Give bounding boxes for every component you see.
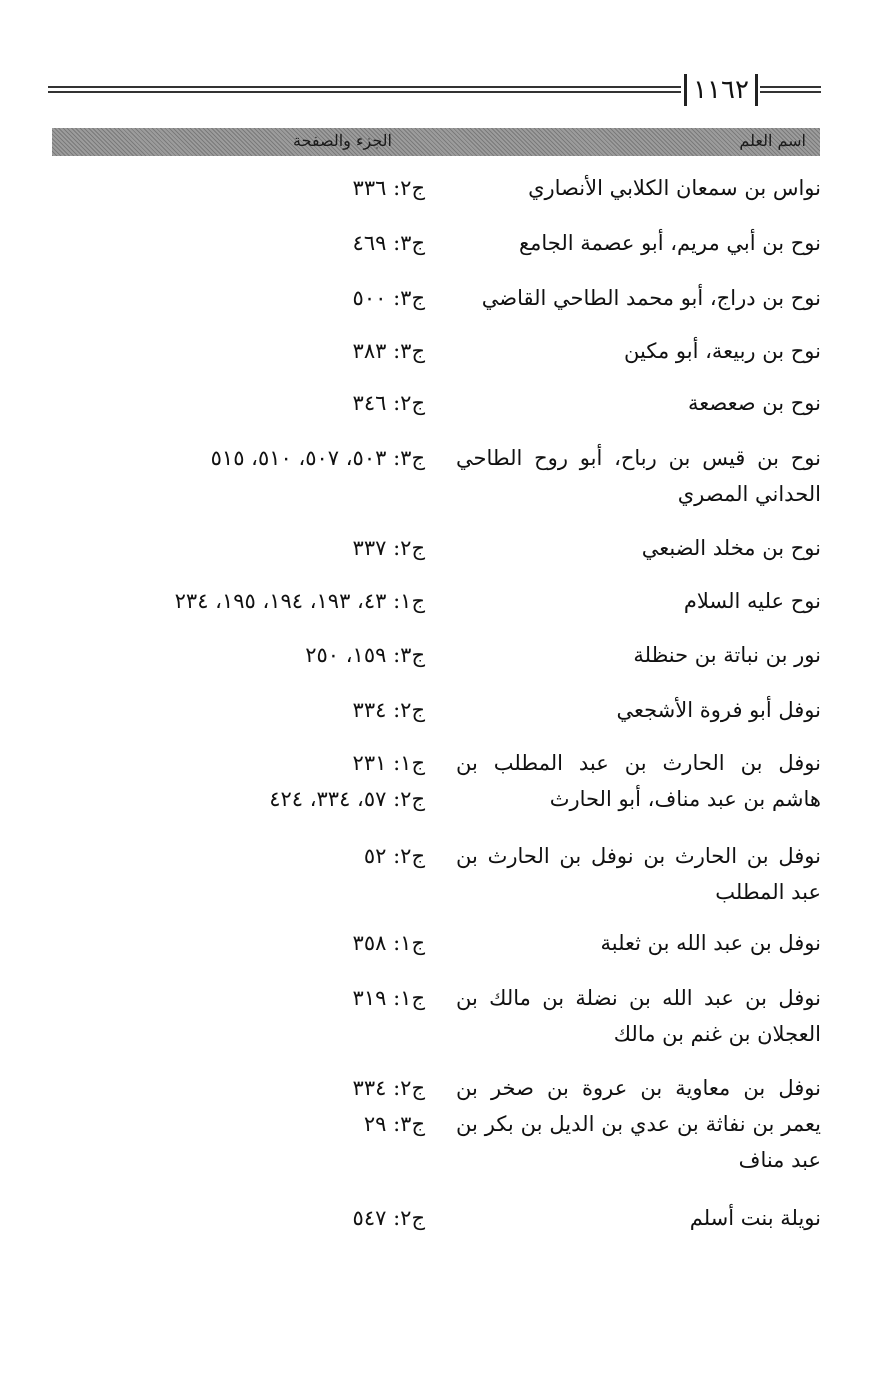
entry-refs xyxy=(353,692,425,728)
entry-ref: ج٢: ٥٢ xyxy=(363,844,425,868)
entry-refs xyxy=(353,170,425,206)
entry-ref: ج٢: ٣٣٤ xyxy=(352,1076,425,1100)
entry-refs xyxy=(269,745,425,817)
entry-name: نوح بن مخلد الضبعي xyxy=(641,536,821,560)
entry-ref: ج٣: ٥٠٣، ٥٠٧، ٥١٠، ٥١٥ xyxy=(210,446,425,470)
header-rule-left xyxy=(48,86,681,93)
entry-ref: ج٢: ٥٧، ٣٣٤، ٤٢٤ xyxy=(269,787,425,811)
entry-ref: ج٣: ٤٦٩ xyxy=(352,231,425,255)
entry-name: نوفل بن معاوية بن عروة بن صخر بن يعمر بن نفاثة بن عدي بن الديل بن بكر بن عبد مناف xyxy=(456,1076,821,1172)
entry-ref: ج٢: ٣٣٤ xyxy=(352,698,425,722)
page-number: ١١٦٢ xyxy=(693,75,749,105)
entry-refs xyxy=(353,530,425,566)
entry-name: نور بن نباتة بن حنظلة xyxy=(633,643,821,667)
entry-refs xyxy=(364,838,425,874)
entry-name: نوح بن ربيعة، أبو مكين xyxy=(624,339,821,363)
entry-name: نوفل أبو فروة الأشجعي xyxy=(616,698,821,722)
entry-refs xyxy=(353,1070,425,1142)
entry-refs xyxy=(353,333,425,369)
entry-refs xyxy=(211,440,425,476)
entry-ref: ج٣: ١٥٩، ٢٥٠ xyxy=(305,643,425,667)
entry-name: نوح بن دراج، أبو محمد الطاحي القاضي xyxy=(481,286,821,310)
entry-ref: ج٣: ٣٨٣ xyxy=(352,339,425,363)
entry-refs xyxy=(353,1200,425,1236)
entry-refs xyxy=(353,385,425,421)
entry-name: نوفل بن عبد الله بن نضلة بن مالك بن العجلان بن غنم بن مالك xyxy=(456,986,821,1046)
entry-ref: ج١: ٤٣، ١٩٣، ١٩٤، ١٩٥، ٢٣٤ xyxy=(174,589,425,613)
entry-name: نوح بن صعصعة xyxy=(688,391,821,415)
header-bar xyxy=(755,74,758,106)
entry-name: نوح بن أبي مريم، أبو عصمة الجامع xyxy=(518,231,821,255)
entry-ref: ج١: ٢٣١ xyxy=(352,751,425,775)
header-rule-right xyxy=(760,86,821,93)
entry-ref: ج١: ٣١٩ xyxy=(352,986,425,1010)
entry-name: نواس بن سمعان الكلابي الأنصاري xyxy=(528,176,821,200)
entry-ref: ج٣: ٥٠٠ xyxy=(352,286,425,310)
entry-name: نوفل بن عبد الله بن ثعلبة xyxy=(600,931,821,955)
entry-ref: ج٢: ٣٣٧ xyxy=(352,536,425,560)
entry-ref: ج٢: ٥٤٧ xyxy=(352,1206,425,1230)
entry-ref: ج١: ٣٥٨ xyxy=(352,931,425,955)
column-header-reference: الجزء والصفحة xyxy=(292,131,392,150)
entry-refs xyxy=(175,583,425,619)
entry-name: نوفل بن الحارث بن عبد المطلب بن هاشم بن عبد مناف، أبو الحارث xyxy=(456,751,821,811)
entry-name: نوفل بن الحارث بن نوفل بن الحارث بن عبد المطلب xyxy=(456,844,821,904)
page-header xyxy=(48,72,821,108)
column-header-name: اسم العلم xyxy=(739,131,806,150)
entry-ref: ج٢: ٣٤٦ xyxy=(352,391,425,415)
entry-name: نوح عليه السلام xyxy=(683,589,821,613)
entry-ref: ج٣: ٢٩ xyxy=(363,1112,425,1136)
entry-name: نوح بن قيس بن رباح، أبو روح الطاحي الحداني المصري xyxy=(456,446,821,506)
entry-ref: ج٢: ٣٣٦ xyxy=(352,176,425,200)
column-header xyxy=(52,128,820,156)
entry-refs xyxy=(353,925,425,961)
entry-refs xyxy=(353,280,425,316)
entry-refs xyxy=(353,980,425,1016)
entry-refs xyxy=(353,225,425,261)
entry-refs xyxy=(305,637,425,673)
entry-name: نويلة بنت أسلم xyxy=(689,1206,821,1230)
header-bar xyxy=(684,74,687,106)
